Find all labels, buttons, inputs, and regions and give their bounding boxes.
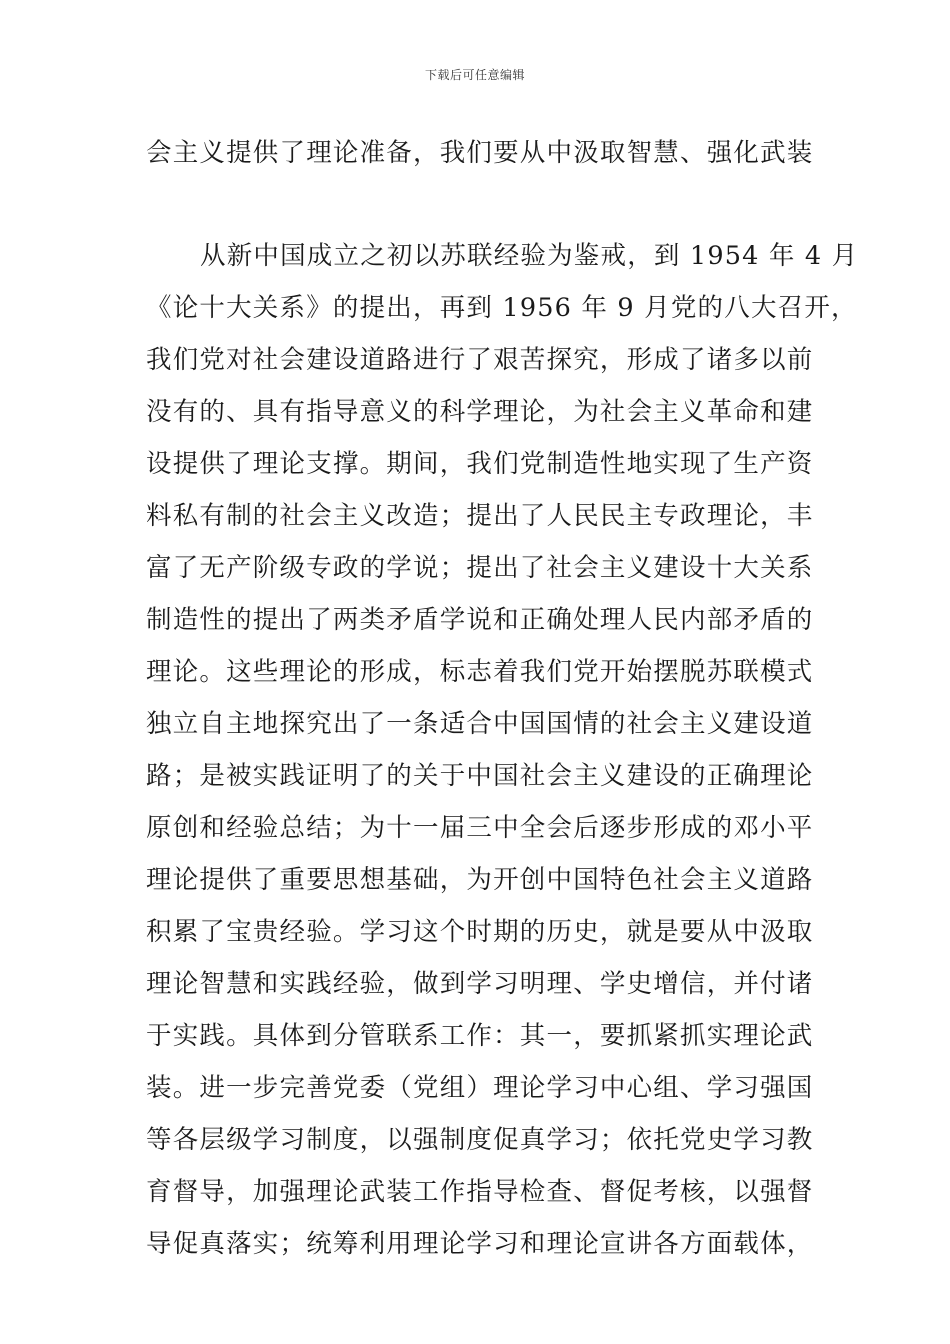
text-line: 从新中国成立之初以苏联经验为鉴戒，到 1954 年 4 月 <box>200 241 859 271</box>
text-line: 导促真落实；统筹利用理论学习和理论宣讲各方面载体， <box>146 1229 814 1259</box>
text-line: 料私有制的社会主义改造；提出了人民民主专政理论，丰 <box>146 501 814 531</box>
page-header: 下载后可任意编辑 <box>424 68 525 82</box>
text-line: 积累了宝贵经验。学习这个时期的历史，就是要从中汲取 <box>146 917 814 947</box>
text-line: 没有的、具有指导意义的科学理论，为社会主义革命和建 <box>146 397 814 427</box>
document-body <box>146 127 859 1270</box>
text-line: 于实践。具体到分管联系工作：其一，要抓紧抓实理论武 <box>146 1021 814 1051</box>
text-line: 设提供了理论支撑。期间，我们党制造性地实现了生产资 <box>146 449 814 479</box>
text-line: 富了无产阶级专政的学说；提出了社会主义建设十大关系 <box>146 553 814 583</box>
text-line: 会主义提供了理论准备，我们要从中汲取智慧、强化武装 <box>146 138 814 168</box>
text-line: 我们党对社会建设道路进行了艰苦探究，形成了诸多以前 <box>146 345 814 375</box>
text-line: 理论。这些理论的形成，标志着我们党开始摆脱苏联模式 <box>146 657 814 687</box>
text-line: 《论十大关系》的提出，再到 1956 年 9 月党的八大召开， <box>146 293 858 323</box>
text-line: 等各层级学习制度，以强制度促真学习；依托党史学习教 <box>146 1125 814 1155</box>
text-line: 理论智慧和实践经验，做到学习明理、学史增信，并付诸 <box>146 969 814 999</box>
text-line: 育督导，加强理论武装工作指导检查、督促考核，以强督 <box>146 1177 814 1207</box>
text-line: 原创和经验总结；为十一届三中全会后逐步形成的邓小平 <box>146 813 814 843</box>
text-line: 制造性的提出了两类矛盾学说和正确处理人民内部矛盾的 <box>146 605 814 635</box>
text-line: 独立自主地探究出了一条适合中国国情的社会主义建设道 <box>146 709 814 739</box>
text-line: 路；是被实践证明了的关于中国社会主义建设的正确理论 <box>146 761 814 791</box>
text-line: 装。进一步完善党委（党组）理论学习中心组、学习强国 <box>146 1073 814 1103</box>
text-line: 理论提供了重要思想基础，为开创中国特色社会主义道路 <box>146 865 814 895</box>
paragraph-gap <box>146 179 806 230</box>
